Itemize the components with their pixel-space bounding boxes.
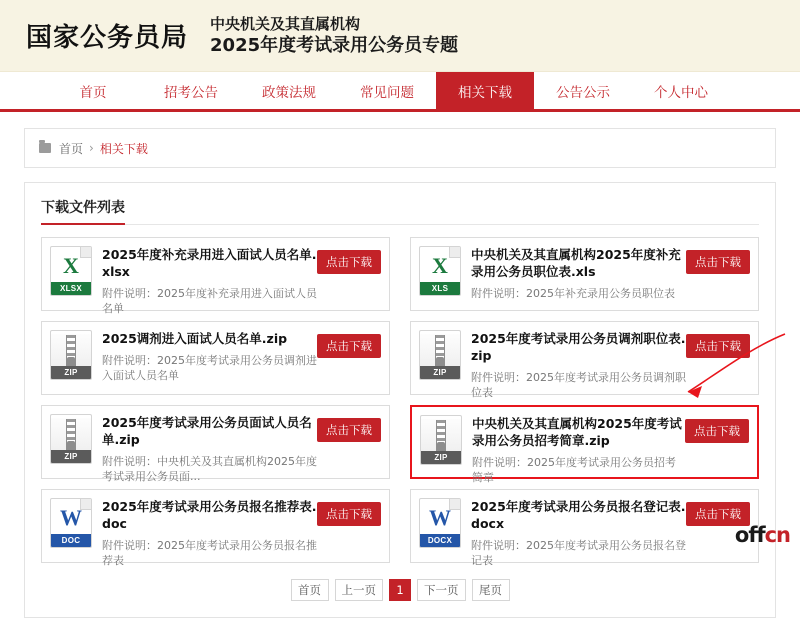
file-type-tag: DOCX <box>420 534 460 547</box>
file-description: 附件说明：2025年度考试录用公务员招考简章 <box>472 456 676 484</box>
file-list <box>41 237 759 573</box>
watermark <box>735 523 790 547</box>
file-name: 2025年度补充录用进入面试人员名单.xlsx <box>102 247 317 279</box>
subtitle-line-2: 2025年度考试录用公务员专题 <box>210 34 459 56</box>
file-name: 2025年度考试录用公务员调剂职位表.zip <box>471 331 686 363</box>
list-item[interactable] <box>41 321 390 395</box>
nav-item-downloads[interactable]: 相关下载 <box>436 72 534 109</box>
watermark-part-1: off <box>734 523 765 547</box>
watermark-part-2: cn <box>764 523 790 547</box>
excel-file-icon <box>50 246 92 296</box>
file-type-tag: DOC <box>51 534 91 547</box>
site-subtitle <box>210 14 458 58</box>
file-name: 2025年度考试录用公务员报名登记表.docx <box>471 499 686 531</box>
file-type-tag: ZIP <box>421 451 461 464</box>
file-description: 附件说明：2025年补充录用公务员职位表 <box>471 287 675 300</box>
file-description: 附件说明：2025年度考试录用公务员调剂进入面试人员名单 <box>102 354 317 382</box>
nav-item-faq[interactable]: 常见问题 <box>360 84 414 101</box>
site-header <box>0 0 800 72</box>
file-type-tag: ZIP <box>51 366 91 379</box>
download-button[interactable]: 点击下载 <box>317 334 381 358</box>
file-name: 2025调剂进入面试人员名单.zip <box>102 331 288 346</box>
pagination-last[interactable]: 尾页 <box>472 579 510 601</box>
panel-title: 下载文件列表 <box>41 197 125 225</box>
zip-file-icon <box>419 330 461 380</box>
subtitle-line-1: 中央机关及其直属机构 <box>210 14 361 33</box>
download-button[interactable]: 点击下载 <box>317 250 381 274</box>
zip-file-icon <box>50 414 92 464</box>
nav-item-user-center[interactable]: 个人中心 <box>654 84 708 101</box>
list-item[interactable] <box>41 237 390 315</box>
file-type-tag: XLS <box>420 282 460 295</box>
download-button[interactable]: 点击下载 <box>686 334 750 358</box>
breadcrumb-current: 相关下载 <box>99 141 148 156</box>
file-description: 附件说明：2025年度补充录用进入面试人员名单 <box>102 287 317 315</box>
download-button[interactable]: 点击下载 <box>317 418 381 442</box>
pagination-first[interactable]: 首页 <box>291 579 329 601</box>
pagination-prev[interactable]: 上一页 <box>335 579 384 601</box>
file-description: 附件说明：中央机关及其直属机构2025年度考试录用公务员面... <box>102 455 317 483</box>
list-item-highlighted[interactable] <box>410 405 759 484</box>
nav-item-policies[interactable]: 政策法规 <box>262 84 316 101</box>
file-glyph: X <box>63 253 79 278</box>
breadcrumb <box>24 128 776 168</box>
file-glyph: W <box>60 505 82 530</box>
zip-file-icon <box>420 415 462 465</box>
pagination-next[interactable]: 下一页 <box>417 579 466 601</box>
main-navigation <box>0 72 800 112</box>
file-type-tag: XLSX <box>51 282 91 295</box>
file-name: 中央机关及其直属机构2025年度考试录用公务员招考简章.zip <box>472 416 682 448</box>
list-item[interactable] <box>41 489 390 567</box>
site-brand: 国家公务员局 <box>26 23 189 53</box>
word-file-icon <box>419 498 461 548</box>
pagination <box>41 579 759 607</box>
list-item[interactable] <box>410 321 759 399</box>
download-button[interactable]: 点击下载 <box>685 419 749 443</box>
breadcrumb-separator: › <box>89 141 94 155</box>
nav-item-notices[interactable]: 公告公示 <box>556 84 610 101</box>
download-button[interactable]: 点击下载 <box>317 502 381 526</box>
list-item[interactable] <box>410 237 759 311</box>
file-glyph: W <box>429 505 451 530</box>
list-item[interactable] <box>410 489 759 567</box>
nav-item-home[interactable]: 首页 <box>79 84 107 101</box>
file-description: 附件说明：2025年度考试录用公务员报名登记表 <box>471 539 686 567</box>
page-body <box>0 128 800 618</box>
file-name: 2025年度考试录用公务员面试人员名单.zip <box>102 415 312 447</box>
download-button[interactable]: 点击下载 <box>686 502 750 526</box>
file-name: 2025年度考试录用公务员报名推荐表.doc <box>102 499 317 531</box>
file-name: 中央机关及其直属机构2025年度补充录用公务员职位表.xls <box>471 247 681 279</box>
list-item[interactable] <box>41 405 390 483</box>
folder-icon <box>39 143 51 153</box>
file-type-tag: ZIP <box>420 366 460 379</box>
file-glyph: X <box>432 253 448 278</box>
breadcrumb-home[interactable]: 首页 <box>59 141 84 156</box>
file-description: 附件说明：2025年度考试录用公务员报名推荐表 <box>102 539 317 567</box>
pagination-page-1[interactable]: 1 <box>389 579 411 601</box>
excel-file-icon <box>419 246 461 296</box>
zip-file-icon <box>50 330 92 380</box>
panel-divider <box>41 224 759 225</box>
file-description: 附件说明：2025年度考试录用公务员调剂职位表 <box>471 371 686 399</box>
nav-item-announcements[interactable]: 招考公告 <box>164 84 218 101</box>
file-type-tag: ZIP <box>51 450 91 463</box>
download-button[interactable]: 点击下载 <box>686 250 750 274</box>
word-file-icon <box>50 498 92 548</box>
